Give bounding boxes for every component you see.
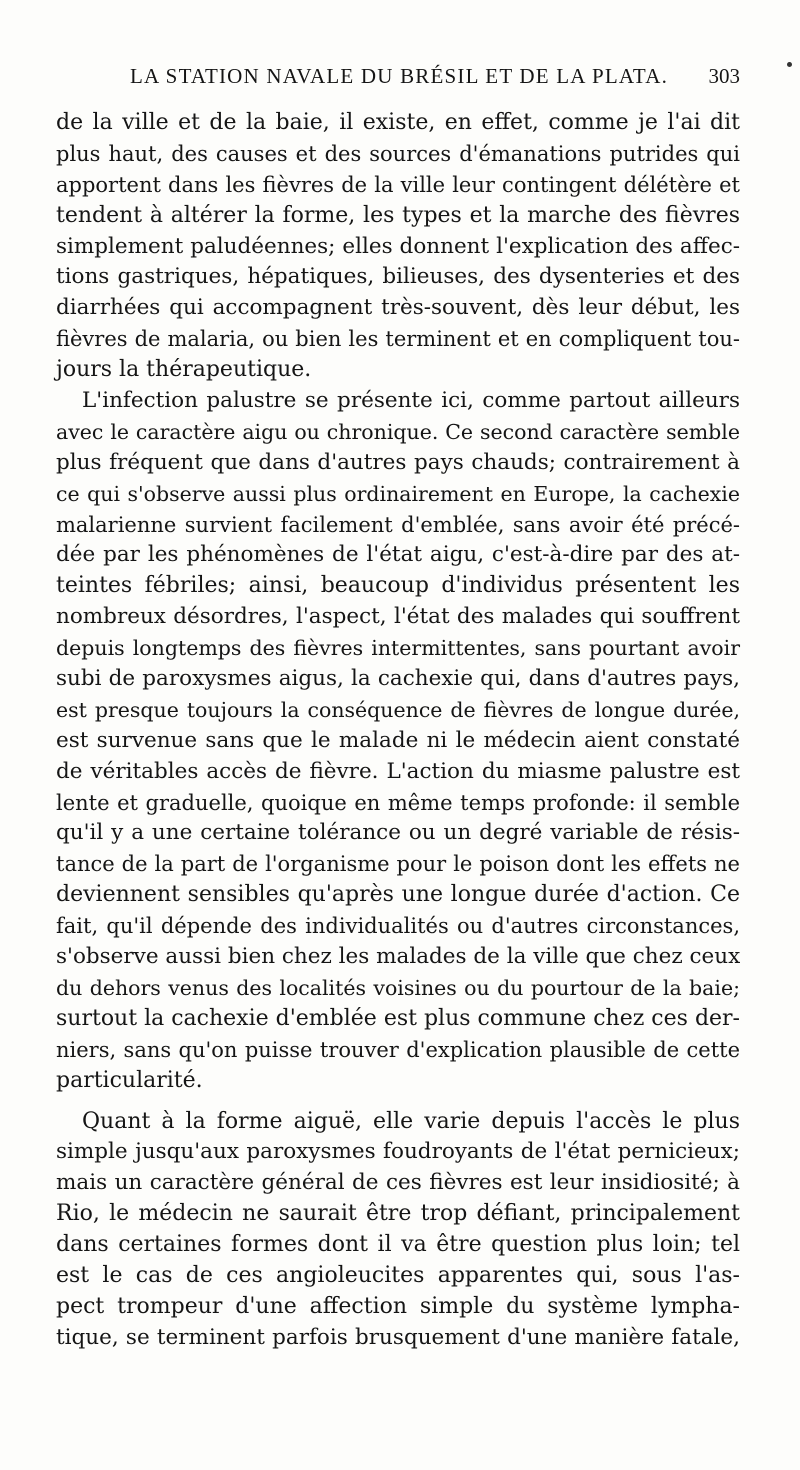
text-line: dée par les phénomènes de l'état aigu, c'est-à-dire par des at- bbox=[56, 542, 740, 568]
text-line: du dehors venus des localités voisines ou du pourtour de la baie; bbox=[56, 975, 740, 1000]
text-line: subi de paroxysmes aigus, la cachexie qui, dans d'autres pays, bbox=[56, 666, 740, 692]
running-title: LA STATION NAVALE DU BRÉSIL ET DE LA PLATA. bbox=[130, 64, 669, 88]
text-line: est le cas de ces angioleucites apparentes qui, sous l'as- bbox=[56, 1262, 740, 1288]
text-line: teintes fébriles; ainsi, beaucoup d'individus présentent les bbox=[56, 573, 740, 599]
text-line: plus haut, des causes et des sources d'émanations putrides qui bbox=[56, 141, 740, 166]
text-line: Rio, le médecin ne saurait être trop défiant, principalement bbox=[56, 1201, 740, 1227]
text-line: tendent à altérer la forme, les types et la marche des fièvres bbox=[56, 202, 740, 228]
text-line: malarienne survient facilement d'emblée, sans avoir été précé- bbox=[56, 512, 740, 537]
text-line: Quant à la forme aiguë, elle varie depuis l'accès le plus bbox=[82, 1108, 740, 1134]
text-line: de la ville et de la baie, il existe, en effet, comme je l'ai dit bbox=[56, 110, 740, 135]
text-line: de véritables accès de fièvre. L'action du miasme palustre est bbox=[56, 758, 740, 784]
text-line: qu'il y a une certaine tolérance ou un degré variable de résis- bbox=[56, 820, 740, 846]
text-line: simple jusqu'aux paroxysmes foudroyants de l'état pernicieux; bbox=[56, 1139, 740, 1165]
text-line: tance de la part de l'organisme pour le poison dont les effets ne bbox=[56, 852, 740, 877]
text-line: mais un caractère général de ces fièvres est leur insidiosité; à bbox=[56, 1170, 740, 1196]
text-line: ce qui s'observe aussi plus ordinairement en Europe, la cachexie bbox=[56, 481, 740, 506]
text-line: nombreux désordres, l'aspect, l'état des malades qui souffrent bbox=[56, 604, 740, 630]
text-line: s'observe aussi bien chez les malades de la ville que chez ceux bbox=[56, 944, 741, 970]
margin-mark bbox=[787, 62, 792, 67]
text-line: particularité. bbox=[56, 1067, 203, 1093]
text-line: tions gastriques, hépatiques, bilieuses, des dysenteries et des bbox=[56, 264, 740, 290]
text-line: est presque toujours la conséquence de fièvres de longue durée, bbox=[56, 697, 740, 722]
text-line: apportent dans les fièvres de la ville leur contingent délétère et bbox=[56, 172, 740, 197]
text-line: lente et graduelle, quoique en même temps profonde: il semble bbox=[56, 790, 740, 815]
text-line: dans certaines formes dont il va être question plus loin; tel bbox=[56, 1232, 740, 1258]
text-line: diarrhées qui accompagnent très-souvent, dès leur début, les bbox=[56, 295, 740, 321]
running-header bbox=[60, 64, 740, 94]
body-text bbox=[56, 108, 740, 1354]
text-line: surtout la cachexie d'emblée est plus commune chez ces der- bbox=[56, 1005, 740, 1031]
paragraph bbox=[56, 108, 740, 386]
text-line: niers, sans qu'on puisse trouver d'explication plausible de cette bbox=[56, 1037, 740, 1062]
text-line: fièvres de malaria, ou bien les terminent et en compliquent tou- bbox=[56, 327, 740, 352]
page-number: 303 bbox=[708, 64, 740, 88]
text-line: fait, qu'il dépende des individualités ou d'autres circonstances, bbox=[56, 914, 740, 939]
text-line: jours la thérapeutique. bbox=[56, 357, 312, 383]
paragraph-gap bbox=[56, 1097, 740, 1107]
text-line: deviennent sensibles qu'après une longue durée d'action. Ce bbox=[56, 882, 740, 908]
paragraph bbox=[56, 1107, 740, 1354]
text-line: pect trompeur d'une affection simple du système lympha- bbox=[56, 1293, 740, 1319]
text-line: L'infection palustre se présente ici, comme partout ailleurs bbox=[82, 388, 740, 414]
text-line: tique, se terminent parfois brusquement d'une manière fatale, bbox=[56, 1324, 740, 1350]
text-line: est survenue sans que le malade ni le médecin aient constaté bbox=[56, 727, 740, 753]
paragraph bbox=[56, 386, 740, 1096]
text-line: simplement paludéennes; elles donnent l'explication des affec- bbox=[56, 233, 740, 259]
text-line: depuis longtemps des fièvres intermittentes, sans pourtant avoir bbox=[56, 636, 740, 661]
text-line: avec le caractère aigu ou chronique. Ce second caractère semble bbox=[56, 419, 740, 444]
text-line: plus fréquent que dans d'autres pays chauds; contrairement à bbox=[56, 449, 740, 475]
